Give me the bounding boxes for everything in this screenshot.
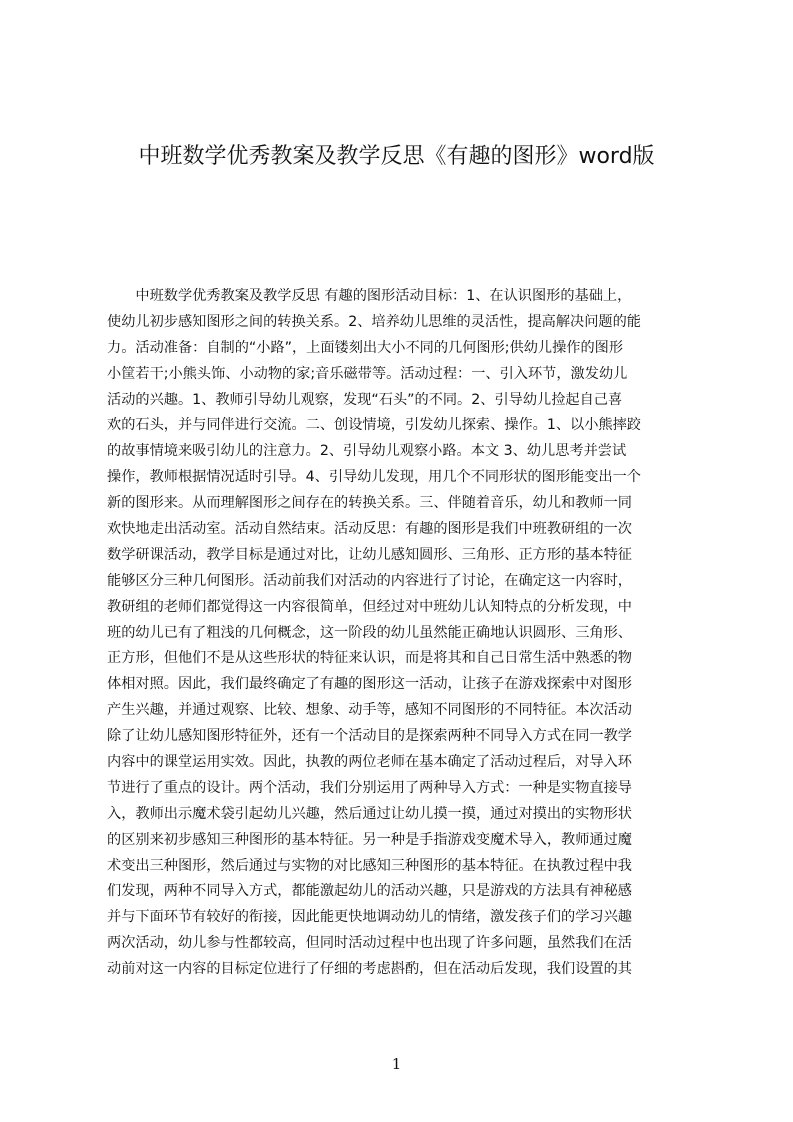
- body-line: 教研组的老师们都觉得这一内容很简单，但经过对中班幼儿认知特点的分析发现，中: [107, 598, 632, 615]
- body-line: 入，教师出示魔术袋引起幼儿兴趣，然后通过让幼儿摸一摸，通过对摸出的实物形状: [107, 805, 632, 822]
- body-line: 活动的兴趣。1、教师引导幼儿观察，发现“石头”的不同。2、引导幼儿捡起自己喜: [107, 391, 623, 408]
- body-line: 欢的石头，并与同伴进行交流。二、创设情境，引发幼儿探索、操作。1、以小熊摔跤: [107, 417, 641, 434]
- page-number: 1: [391, 1055, 402, 1073]
- body-line: 欢快地走出活动室。活动自然结束。活动反思：有趣的图形是我们中班教研组的一次: [107, 521, 632, 538]
- body-line: 操作，教师根据情况适时引导。4、引导幼儿发现，用几个不同形状的图形能变出一个: [107, 469, 641, 486]
- body-line: 术变出三种图形，然后通过与实物的对比感知三种图形的基本特征。在执教过程中我: [107, 857, 632, 874]
- body-line: 班的幼儿已有了粗浅的几何概念，这一阶段的幼儿虽然能正确地认识圆形、三角形、: [107, 624, 632, 641]
- body-line: 内容中的课堂运用实效。因此，执教的两位老师在基本确定了活动过程后，对导入环: [107, 754, 632, 771]
- body-line: 中班数学优秀教案及教学反思 有趣的图形活动目标：1、在认识图形的基础上，: [107, 288, 632, 304]
- body-line: 们发现，两种不同导入方式，都能激起幼儿的活动兴趣，只是游戏的方法具有神秘感: [107, 883, 632, 900]
- body-line: 能够区分三种几何图形。活动前我们对活动的内容进行了讨论，在确定这一内容时，: [107, 572, 632, 589]
- body-line: 小筐若干;小熊头饰、小动物的家;音乐磁带等。活动过程：一、引入环节，激发幼儿: [107, 365, 628, 382]
- body-line: 的区别来初步感知三种图形的基本特征。另一种是手指游戏变魔术导入，教师通过魔: [107, 831, 632, 848]
- body-line: 除了让幼儿感知图形特征外，还有一个活动目的是探索两种不同导入方式在同一教学: [107, 728, 632, 745]
- body-line: 产生兴趣，并通过观察、比较、想象、动手等，感知不同图形的不同特征。本次活动: [107, 702, 632, 719]
- body-line: 使幼儿初步感知图形之间的转换关系。2、培养幼儿思维的灵活性，提高解决问题的能: [107, 313, 641, 330]
- body-line: 并与下面环节有较好的衔接，因此能更快地调动幼儿的情绪，激发孩子们的学习兴趣: [107, 909, 632, 926]
- body-line: 新的图形来。从而理解图形之间存在的转换关系。三、伴随着音乐，幼儿和教师一同: [107, 495, 632, 512]
- body-line: 的故事情境来吸引幼儿的注意力。2、引导幼儿观察小路。本文 3、幼儿思考并尝试: [107, 443, 627, 460]
- body-line: 数学研课活动，教学目标是通过对比，让幼儿感知圆形、三角形、正方形的基本特征: [107, 546, 632, 563]
- body-line: 体相对照。因此，我们最终确定了有趣的图形这一活动，让孩子在游戏探索中对图形: [107, 676, 632, 693]
- body-line: 力。活动准备：自制的“小路”，上面镂刻出大小不同的几何图形;供幼儿操作的图形: [107, 339, 624, 356]
- body-line: 两次活动，幼儿参与性都较高，但同时活动过程中也出现了许多问题，虽然我们在活: [107, 935, 632, 952]
- document-body: [107, 284, 697, 1044]
- body-line: 节进行了重点的设计。两个活动，我们分别运用了两种导入方式：一种是实物直接导: [107, 779, 632, 796]
- document-title: 中班数学优秀教案及教学反思《有趣的图形》word版: [138, 144, 655, 169]
- body-line: 正方形，但他们不是从这些形状的特征来认识，而是将其和自己日常生活中熟悉的物: [107, 650, 632, 667]
- body-line: 动前对这一内容的目标定位进行了仔细的考虑斟酌，但在活动后发现，我们设置的其: [107, 961, 632, 978]
